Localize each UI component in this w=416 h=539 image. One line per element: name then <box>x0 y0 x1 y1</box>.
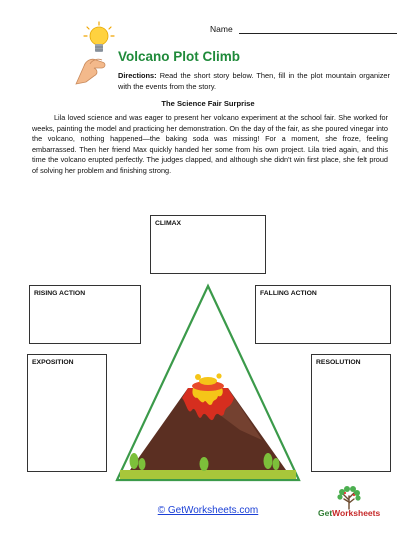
logo-text-worksheets: Worksheets <box>332 508 381 518</box>
logo-text-get: Get <box>318 508 333 518</box>
story-title: The Science Fair Surprise <box>161 99 255 108</box>
directions-label: Directions: <box>118 71 157 80</box>
climax-label: CLIMAX <box>155 220 182 227</box>
getworksheets-logo <box>318 508 380 518</box>
falling-action-label: FALLING ACTION <box>260 290 317 297</box>
falling-action-box[interactable] <box>255 285 391 344</box>
climax-box[interactable] <box>150 215 266 274</box>
exposition-label: EXPOSITION <box>32 359 74 366</box>
name-label: Name <box>210 24 233 34</box>
story-body: Lila loved science and was eager to present her volcano experiment at the school fair. She worked for weeks, painting the model and practicing her demonstration. On the day of the fair, as she poured vinegar into the volcano, nothing happened—the baking soda was missing! For a moment, she froze, feeling embarrassed. Then her friend Max quickly handed her some from his own project. Lila tried again, and this time the volcano erupted perfectly. The judges clapped, and although she didn't win first place, she felt proud of solving her problem and finishing strong. <box>32 113 388 175</box>
rising-action-box[interactable] <box>29 285 141 344</box>
getworksheets-link[interactable]: © GetWorksheets.com <box>157 505 259 516</box>
exposition-box[interactable] <box>27 354 107 472</box>
directions-body: Read the short story below. Then, fill in the plot mountain organizer with the events from the story. <box>118 71 390 91</box>
volcano-illustration <box>120 373 296 479</box>
tree-logo-icon <box>334 484 364 510</box>
worksheet-title: Volcano Plot Climb <box>118 49 241 64</box>
resolution-box[interactable] <box>311 354 391 472</box>
resolution-label: RESOLUTION <box>316 359 361 366</box>
rising-action-label: RISING ACTION <box>34 290 86 297</box>
